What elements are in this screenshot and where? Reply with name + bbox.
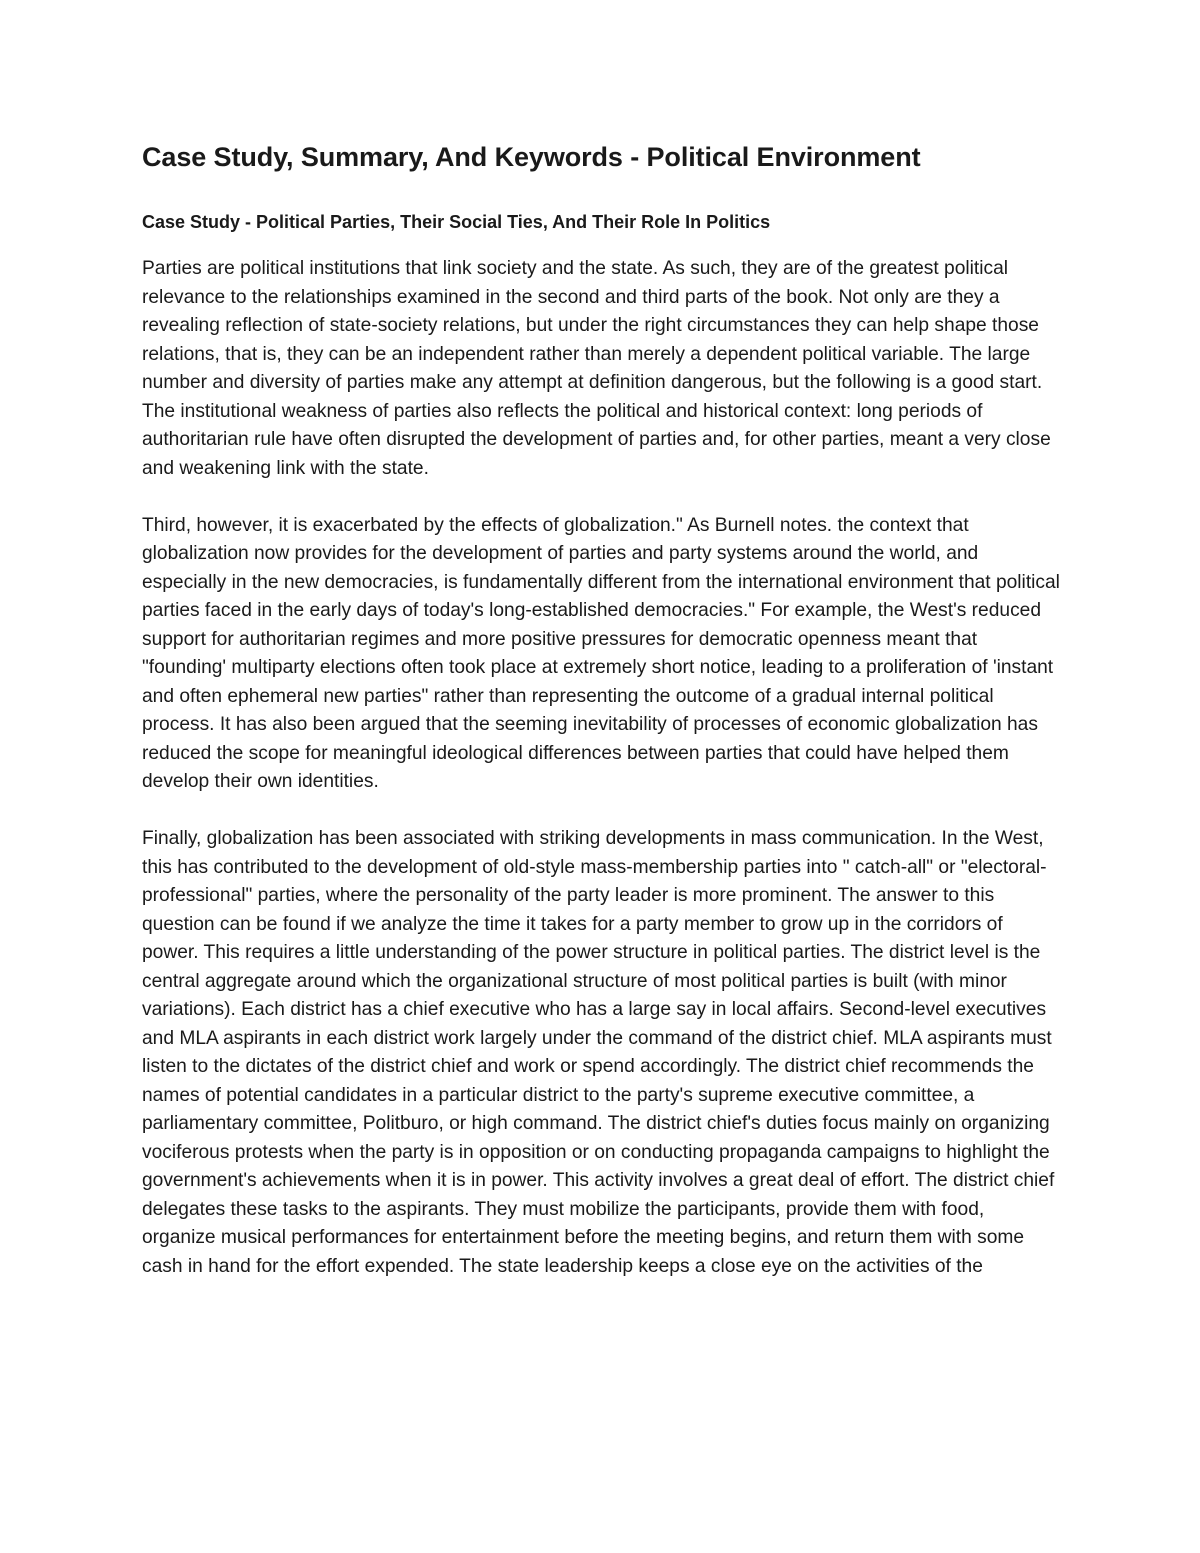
document-page xyxy=(142,138,1062,1281)
section-heading: Case Study - Political Parties, Their Social Ties, And Their Role In Politics xyxy=(142,212,771,232)
document-title: Case Study, Summary, And Keywords - Political Environment xyxy=(142,142,921,172)
paragraph-1: Parties are political institutions that link society and the state. As such, they are of the greatest political relevance to the relationships examined in the second and third parts of the book. Not only are they a revealing reflection of state-society relations, but under the right circumstances they can help shape those relations, that is, they can be an independent rather than merely a dependent political variable. The large number and diversity of parties make any attempt at definition dangerous, but the following is a good start. The institutional weakness of parties also reflects the political and historical context: long periods of authoritarian rule have often disrupted the development of parties and, for other parties, meant a very close and weakening link with the state. xyxy=(142,258,1051,479)
paragraph-3: Finally, globalization has been associated with striking developments in mass communication. In the West, this has contributed to the development of old-style mass-membership parties into " catch-all" or "electoral-professional" parties, where the personality of the party leader is more prominent. The answer to this question can be found if we analyze the time it takes for a party member to grow up in the corridors of power. This requires a little understanding of the power structure in political parties. The district level is the central aggregate around which the organizational structure of most political parties is built (with minor variations). Each district has a chief executive who has a large say in local affairs. Second-level executives and MLA aspirants in each district work largely under the command of the district chief. MLA aspirants must listen to the dictates of the district chief and work or spend accordingly. The district chief recommends the names of potential candidates in a particular district to the party's supreme executive committee, a parliamentary committee, Politburo, or high command. The district chief's duties focus mainly on organizing vociferous protests when the party is in opposition or on conducting propaganda campaigns to highlight the government's achievements when it is in power. This activity involves a great deal of effort. The district chief delegates these tasks to the aspirants. They must mobilize the participants, provide them with food, organize musical performances for entertainment before the meeting begins, and return them with some cash in hand for the effort expended. The state leadership keeps a close eye on the activities of the xyxy=(142,828,1055,1277)
paragraph-2: Third, however, it is exacerbated by the effects of globalization." As Burnell notes. the context that globalization now provides for the development of parties and party systems around the world, and especially in the new democracies, is fundamentally different from the international environment that political parties faced in the early days of today's long-established democracies." For example, the West's reduced support for authoritarian regimes and more positive pressures for democratic openness meant that "founding' multiparty elections often took place at extremely short notice, leading to a proliferation of 'instant and often ephemeral new parties" rather than representing the outcome of a gradual internal political process. It has also been argued that the seeming inevitability of processes of economic globalization has reduced the scope for meaningful ideological differences between parties that could have helped them develop their own identities. xyxy=(142,514,1060,792)
